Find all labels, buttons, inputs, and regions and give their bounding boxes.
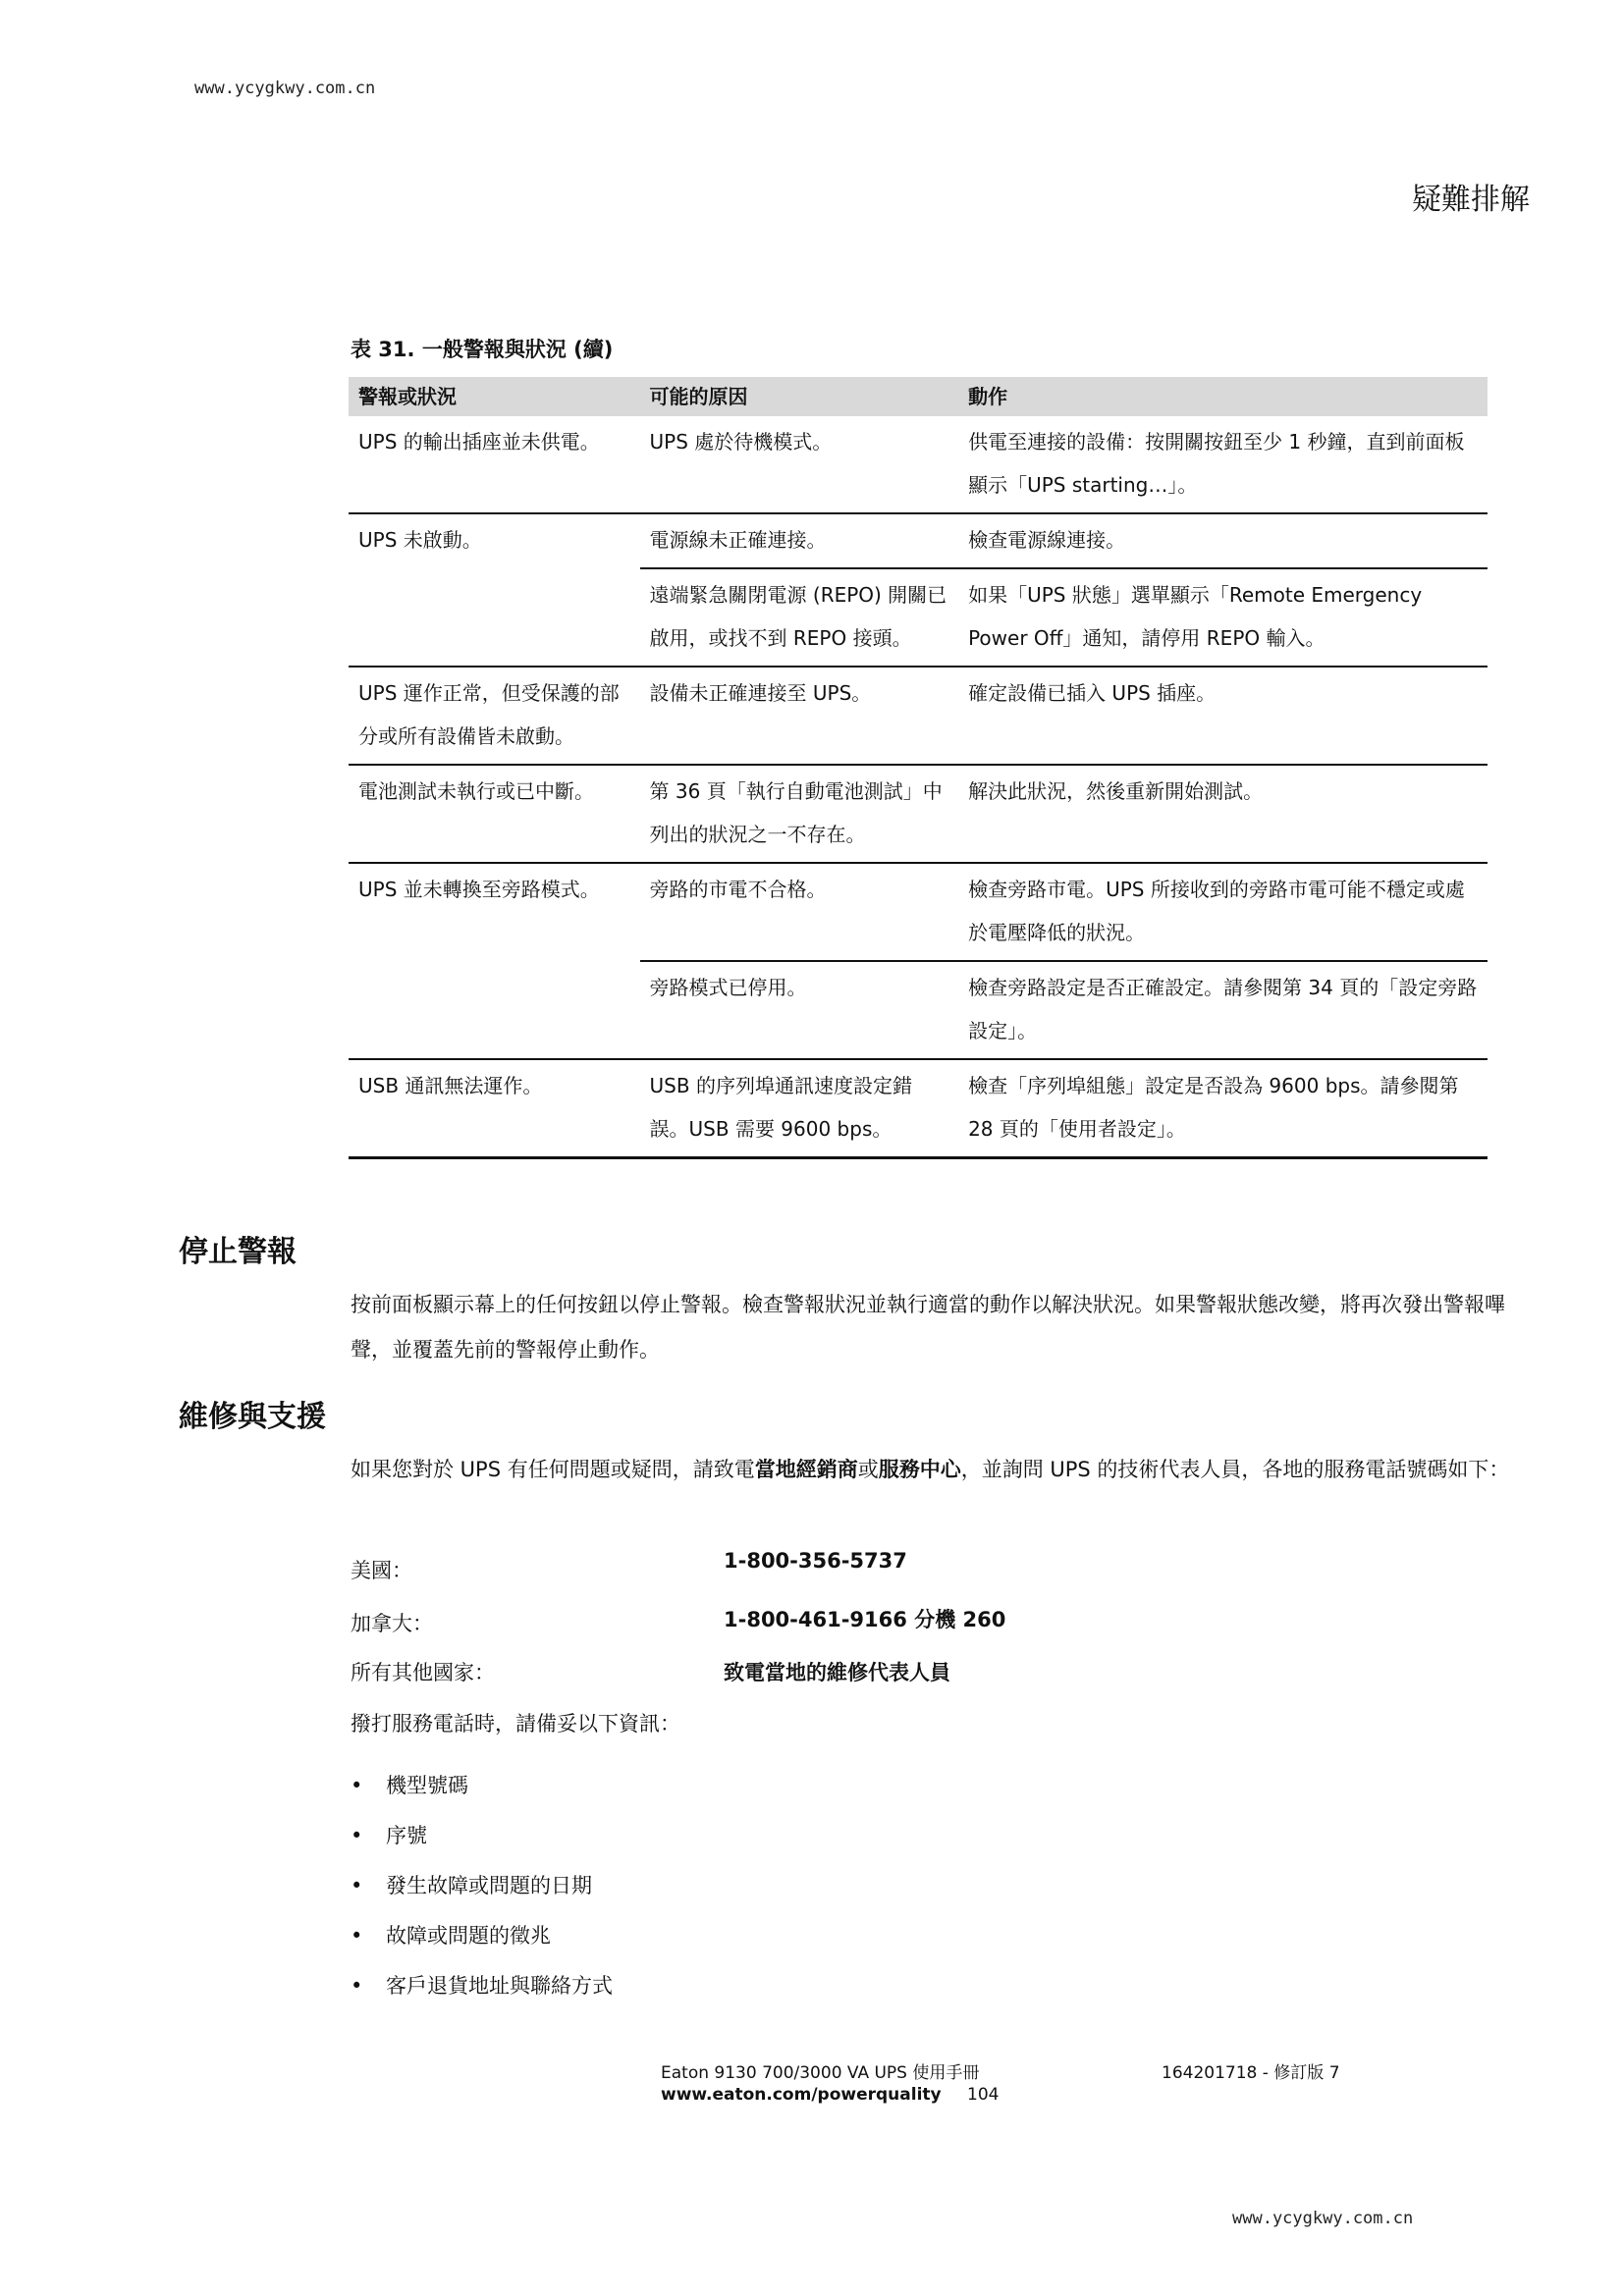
bullet-icon: • bbox=[351, 1974, 363, 1998]
action-cell: 檢查電源線連接。 bbox=[958, 513, 1488, 568]
stop-alarm-heading: 停止警報 bbox=[179, 1235, 297, 1269]
list-item bbox=[351, 1811, 613, 1861]
column-header-cause: 可能的原因 bbox=[640, 377, 959, 416]
contact-label-other: 所有其他國家： bbox=[351, 1661, 495, 1684]
column-header-action: 動作 bbox=[958, 377, 1488, 416]
action-cell: 解決此狀況，然後重新開始測試。 bbox=[958, 765, 1488, 863]
contact-value-other: 致電當地的維修代表人員 bbox=[724, 1661, 950, 1684]
service-intro-dealer: 當地經銷商 bbox=[754, 1458, 858, 1481]
table-row bbox=[349, 765, 1488, 863]
action-cell: 確定設備已插入 UPS 插座。 bbox=[958, 667, 1488, 765]
service-intro-text: ，並詢問 UPS 的技術代表人員，各地的服務電話號碼如下： bbox=[960, 1458, 1510, 1481]
action-cell: 檢查旁路市電。UPS 所接收到的旁路市電可能不穩定或處於電壓降低的狀況。 bbox=[958, 863, 1488, 961]
condition-cell: UPS 的輸出插座並未供電。 bbox=[358, 430, 600, 454]
cause-cell: UPS 處於待機模式。 bbox=[649, 430, 833, 454]
watermark-top: www.ycygkwy.com.cn bbox=[194, 79, 376, 98]
service-intro-center: 服務中心 bbox=[878, 1458, 961, 1481]
cause-cell: 旁路模式已停用。 bbox=[640, 961, 959, 1059]
contact-value-usa: 1-800-356-5737 bbox=[724, 1549, 907, 1573]
footer-manual-title: Eaton 9130 700/3000 VA UPS 使用手冊 bbox=[661, 2063, 980, 2083]
service-intro-text: 如果您對於 UPS 有任何問題或疑問，請致電 bbox=[351, 1458, 755, 1481]
column-header-condition: 警報或狀況 bbox=[349, 377, 640, 416]
list-item-label: 故障或問題的徵兆 bbox=[386, 1924, 551, 1948]
condition-cell: UPS 運作正常，但受保護的部分或所有設備皆未啟動。 bbox=[349, 667, 640, 765]
footer-doc-number: 164201718 - 修訂版 7 bbox=[1162, 2063, 1340, 2083]
alarm-table bbox=[349, 377, 1488, 1159]
cause-cell: 旁路的市電不合格。 bbox=[640, 863, 959, 961]
table-row bbox=[349, 667, 1488, 765]
cause-cell: 設備未正確連接至 UPS。 bbox=[640, 667, 959, 765]
action-cell: 檢查「序列埠組態」設定是否設為 9600 bps。請參閱第 28 頁的「使用者設定」。 bbox=[958, 1059, 1488, 1158]
footer-url: www.eaton.com/powerquality bbox=[661, 2085, 942, 2105]
action-cell: 如果「UPS 狀態」選單顯示「Remote Emergency Power Off」通知，請停用 REPO 輸入。 bbox=[958, 568, 1488, 667]
table-row bbox=[349, 513, 1488, 568]
service-heading: 維修與支援 bbox=[179, 1400, 326, 1434]
cause-cell: 第 36 頁「執行自動電池測試」中列出的狀況之一不存在。 bbox=[640, 765, 959, 863]
contact-label-usa: 美國： bbox=[351, 1559, 412, 1582]
bullet-icon: • bbox=[351, 1824, 363, 1847]
action-cell: 供電至連接的設備：按開關按鈕至少 1 秒鐘，直到前面板顯示「UPS starting…」。 bbox=[968, 430, 1465, 497]
stop-alarm-text: 按前面板顯示幕上的任何按鈕以停止警報。檢查警報狀況並執行適當的動作以解決狀況。如果警報狀態改變，將再次發出警報嗶聲，並覆蓋先前的警報停止動作。 bbox=[351, 1293, 1505, 1362]
list-item bbox=[351, 1761, 613, 1811]
contact-value-canada: 1-800-461-9166 分機 260 bbox=[724, 1608, 1006, 1631]
cause-cell: 電源線未正確連接。 bbox=[640, 513, 959, 568]
condition-cell: UPS 並未轉換至旁路模式。 bbox=[349, 863, 640, 1059]
table-caption: 表 31. 一般警報與狀況 (續) bbox=[351, 338, 614, 361]
list-item-label: 序號 bbox=[386, 1824, 427, 1847]
service-info-list bbox=[351, 1761, 613, 2011]
list-item bbox=[351, 1961, 613, 2011]
contact-label-canada: 加拿大： bbox=[351, 1612, 433, 1635]
footer-page-number: 104 bbox=[967, 2085, 1000, 2105]
service-intro bbox=[351, 1447, 1529, 1492]
list-item-label: 機型號碼 bbox=[386, 1774, 468, 1797]
condition-cell: USB 通訊無法運作。 bbox=[349, 1059, 640, 1158]
bullet-icon: • bbox=[351, 1774, 363, 1797]
table-row bbox=[349, 416, 1488, 513]
action-cell: 檢查旁路設定是否正確設定。請參閱第 34 頁的「設定旁路設定」。 bbox=[958, 961, 1488, 1059]
table-row bbox=[349, 863, 1488, 961]
table-row bbox=[349, 1059, 1488, 1158]
list-item-label: 發生故障或問題的日期 bbox=[386, 1874, 592, 1897]
cause-cell: USB 的序列埠通訊速度設定錯誤。USB 需要 9600 bps。 bbox=[640, 1059, 959, 1158]
condition-cell: 電池測試未執行或已中斷。 bbox=[349, 765, 640, 863]
service-intro-text: 或 bbox=[857, 1458, 879, 1481]
list-item-label: 客戶退貨地址與聯絡方式 bbox=[386, 1974, 613, 1998]
table-header-row bbox=[349, 377, 1488, 416]
list-item bbox=[351, 1861, 613, 1911]
list-item bbox=[351, 1911, 613, 1961]
page-section-title: 疑難排解 bbox=[1412, 183, 1530, 217]
bullet-icon: • bbox=[351, 1924, 363, 1948]
bullet-icon: • bbox=[351, 1874, 363, 1897]
cause-cell: 遠端緊急關閉電源 (REPO) 開關已啟用，或找不到 REPO 接頭。 bbox=[640, 568, 959, 667]
service-prompt: 撥打服務電話時，請備妥以下資訊： bbox=[351, 1712, 680, 1735]
watermark-bottom: www.ycygkwy.com.cn bbox=[1232, 2209, 1414, 2228]
condition-cell: UPS 未啟動。 bbox=[349, 513, 640, 667]
